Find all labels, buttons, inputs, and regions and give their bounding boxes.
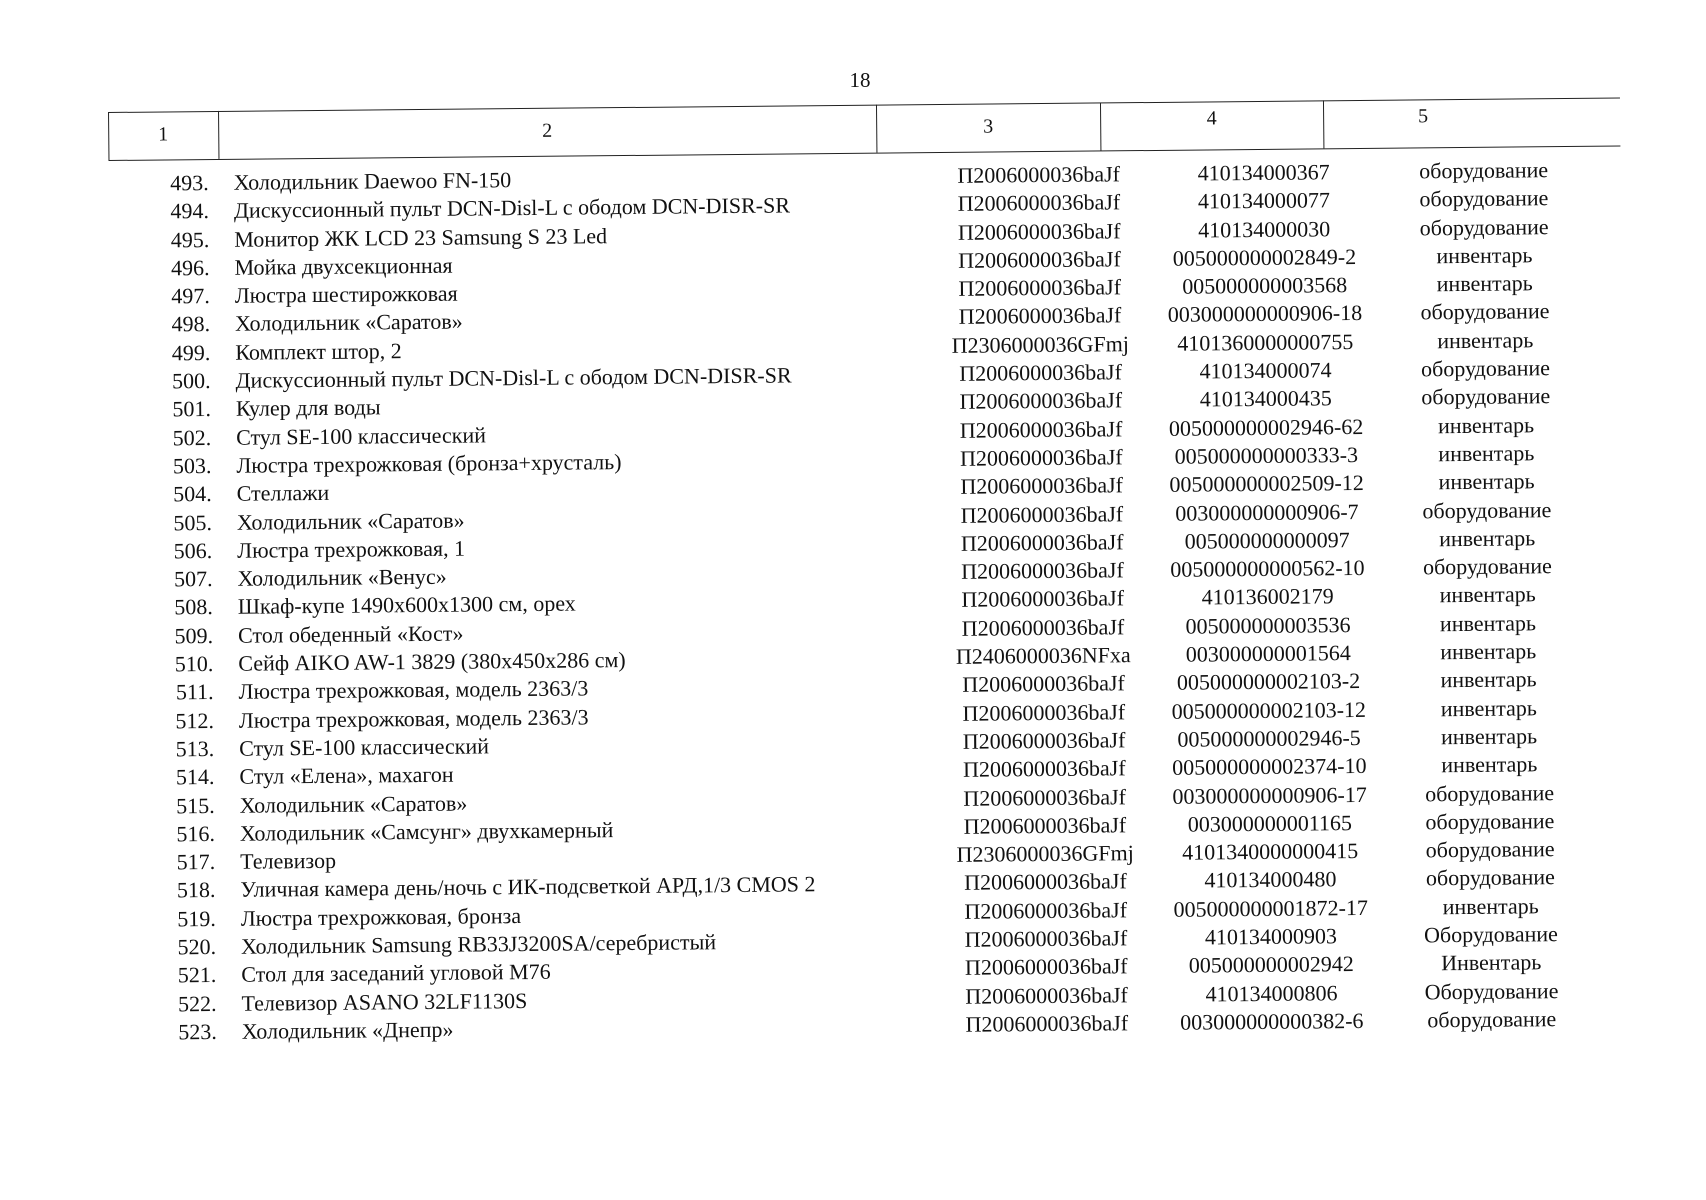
inventory-number: 410134000074 <box>1199 357 1332 384</box>
inventory-number: 003000000000906-17 <box>1172 781 1367 809</box>
inventory-number: 410134000030 <box>1198 215 1331 243</box>
inventory-number: 003000000000382-6 <box>1180 1007 1364 1035</box>
item-type: инвентарь <box>1442 893 1539 919</box>
item-type: Оборудование <box>1423 921 1558 948</box>
inventory-number: 005000000002103-12 <box>1171 696 1367 724</box>
inventory-number: 005000000002849-2 <box>1172 243 1357 271</box>
item-name: Холодильник «Днепр» <box>241 1016 454 1044</box>
inventory-number: 003000000001564 <box>1185 640 1351 667</box>
account-code: П2006000036baJf <box>960 529 1124 556</box>
account-code: П2006000036baJf <box>964 925 1128 952</box>
account-code: П2006000036baJf <box>964 953 1128 981</box>
inventory-number: 410134000435 <box>1199 385 1332 412</box>
item-type: оборудование <box>1425 836 1555 863</box>
item-type: Инвентарь <box>1441 949 1542 976</box>
item-name: Телевизор <box>240 847 337 874</box>
item-name: Люстра трехрожковая, 1 <box>237 535 466 563</box>
page-number: 18 <box>849 68 871 92</box>
account-code: П2406000036NFxa <box>955 642 1131 669</box>
column-header-3: 3 <box>983 115 994 138</box>
row-number: 504. <box>173 481 212 507</box>
account-code: П2006000036baJf <box>957 189 1121 217</box>
item-type: оборудование <box>1419 157 1549 184</box>
item-type: оборудование <box>1421 383 1551 410</box>
item-name: Телевизор ASANO 32LF1130S <box>241 987 528 1016</box>
item-type: оборудование <box>1425 779 1555 806</box>
row-number: 511. <box>175 679 214 705</box>
item-type: оборудование <box>1422 496 1552 523</box>
row-number: 509. <box>174 622 214 649</box>
inventory-number: 410134000903 <box>1204 923 1338 950</box>
inventory-number: 005000000002946-5 <box>1177 724 1361 752</box>
row-number: 515. <box>176 792 215 818</box>
row-number: 521. <box>177 962 217 988</box>
item-name: Холодильник «Самсунг» двухкамерный <box>239 817 614 846</box>
item-type: инвентарь <box>1438 440 1535 467</box>
row-number: 503. <box>172 452 212 479</box>
account-code: П2006000036baJf <box>959 359 1122 386</box>
item-name: Холодильник «Саратов» <box>234 309 463 337</box>
account-code: П2006000036baJf <box>962 698 1126 726</box>
item-name: Холодильник Samsung RB33J3200SA/серебристый <box>240 929 717 959</box>
account-code: П2006000036baJf <box>959 387 1123 415</box>
item-name: Стеллажи <box>236 480 330 507</box>
row-number: 506. <box>173 537 213 564</box>
row-number: 500. <box>171 368 211 394</box>
inventory-number: 005000000000562-10 <box>1170 555 1365 582</box>
account-code: П2006000036baJf <box>963 812 1127 839</box>
item-name: Монитор ЖК LCD 23 Samsung S 23 Led <box>234 222 608 252</box>
item-name: Комплект штор, 2 <box>235 337 402 365</box>
item-name: Кулер для воды <box>235 394 381 422</box>
inventory-number: 005000000000097 <box>1184 526 1350 554</box>
account-code: П2006000036baJf <box>960 500 1124 528</box>
item-type: оборудование <box>1419 213 1549 241</box>
item-type: инвентарь <box>1439 525 1536 552</box>
inventory-number: 005000000002374-10 <box>1172 753 1367 781</box>
row-number: 512. <box>175 707 214 734</box>
account-code: П2006000036baJf <box>958 302 1122 330</box>
item-type: инвентарь <box>1440 666 1537 693</box>
column-header-1: 1 <box>158 123 169 146</box>
item-name: Мойка двухсекционная <box>234 252 453 280</box>
row-number: 520. <box>177 934 217 960</box>
account-code: П2006000036baJf <box>958 246 1121 273</box>
account-code: П2006000036baJf <box>965 1010 1129 1037</box>
item-type: инвентарь <box>1440 723 1538 750</box>
item-type: инвентарь <box>1437 411 1535 438</box>
item-name: Люстра трехрожковая, бронза <box>240 902 522 931</box>
account-code: П2306000036GFmj <box>956 840 1134 868</box>
account-code: П2006000036baJf <box>958 274 1122 302</box>
account-code: П2006000036baJf <box>963 783 1127 811</box>
inventory-number: 003000000001165 <box>1187 809 1353 837</box>
inventory-number: 4101360000000755 <box>1177 328 1354 356</box>
row-number: 516. <box>176 820 216 847</box>
inventory-table <box>108 95 1629 1047</box>
item-type: Оборудование <box>1424 977 1559 1005</box>
table-body <box>109 155 1629 1047</box>
item-type: оборудование <box>1427 1006 1557 1033</box>
item-name: Стол обеденный «Кост» <box>237 620 464 648</box>
item-name: Люстра трехрожковая (бронза+хрусталь) <box>236 449 622 478</box>
item-type: инвентарь <box>1441 751 1538 778</box>
inventory-number: 003000000000906-7 <box>1175 498 1359 526</box>
row-number: 501. <box>172 396 211 422</box>
inventory-number: 005000000002946-62 <box>1168 413 1364 441</box>
account-code: П2006000036baJf <box>961 614 1125 641</box>
item-name: Люстра трехрожковая, модель 2363/3 <box>238 675 589 705</box>
inventory-number: 005000000002509-12 <box>1169 470 1364 498</box>
inventory-number: 410136002179 <box>1201 583 1334 610</box>
account-code: П2006000036baJf <box>962 727 1126 754</box>
row-number: 517. <box>176 849 216 875</box>
row-number: 510. <box>174 651 214 677</box>
item-name: Стул SE-100 классический <box>236 422 487 450</box>
item-name: Стол для заседаний угловой М76 <box>241 959 551 988</box>
row-number: 496. <box>170 254 210 281</box>
item-type: инвентарь <box>1440 638 1537 665</box>
account-code: П2006000036baJf <box>965 981 1128 1009</box>
inventory-number: 005000000003568 <box>1182 272 1348 299</box>
row-number: 513. <box>175 735 215 762</box>
item-name: Люстра шестирожковая <box>234 280 458 308</box>
item-type: оборудование <box>1422 553 1552 580</box>
row-number: 495. <box>170 226 210 252</box>
item-name: Дискуссионный пульт DCN-Disl-L с ободом DCN-DISR-SR <box>235 362 792 393</box>
item-name: Холодильник «Саратов» <box>239 790 468 818</box>
account-code: П2006000036baJf <box>961 585 1125 613</box>
account-code: П2006000036baJf <box>962 670 1125 698</box>
row-number: 507. <box>173 566 213 592</box>
row-number: 508. <box>174 594 213 620</box>
inventory-number: 005000000002103-2 <box>1176 668 1361 696</box>
row-number: 522. <box>177 990 217 1016</box>
item-name: Холодильник «Саратов» <box>236 507 465 535</box>
item-name: Холодильник Daewoo FN-150 <box>233 167 512 195</box>
column-header-5: 5 <box>1418 105 1429 128</box>
account-code: П2006000036baJf <box>959 415 1123 443</box>
item-type: оборудование <box>1420 355 1551 382</box>
row-number: 505. <box>173 509 213 535</box>
account-code: П2006000036baJf <box>957 161 1121 188</box>
item-name: Уличная камера день/ночь с ИК-подсветкой АРД,1/3 CMOS 2 <box>240 871 816 903</box>
item-name: Холодильник «Венус» <box>237 563 447 591</box>
inventory-number: 005000000000333-3 <box>1174 441 1359 469</box>
item-name: Стул SE-100 классический <box>239 733 490 761</box>
item-type: инвентарь <box>1437 327 1534 354</box>
item-type: инвентарь <box>1436 270 1533 297</box>
row-number: 499. <box>171 339 211 366</box>
row-number: 493. <box>170 170 209 196</box>
row-number: 502. <box>172 424 212 451</box>
inventory-number: 4101340000000415 <box>1182 838 1359 865</box>
item-type: инвентарь <box>1439 610 1537 636</box>
item-name: Стул «Елена», махагон <box>239 761 454 790</box>
item-name: Сейф AIKO AW-1 3829 (380х450х286 см) <box>238 647 626 676</box>
table-header <box>108 95 1620 166</box>
item-type: оборудование <box>1420 298 1550 325</box>
row-number: 514. <box>175 764 215 790</box>
account-code: П2006000036baJf <box>964 896 1128 924</box>
account-code: П2006000036baJf <box>961 557 1124 584</box>
item-name: Дискуссионный пульт DCN-Disl-L с ободом DCN-DISR-SR <box>233 192 791 224</box>
inventory-number: 005000000002942 <box>1188 951 1354 978</box>
row-number: 497. <box>171 283 210 309</box>
row-number: 498. <box>171 311 211 337</box>
account-code: П2006000036baJf <box>962 755 1126 783</box>
inventory-number: 410134000077 <box>1197 187 1331 214</box>
row-number: 523. <box>178 1018 217 1045</box>
item-name: Люстра трехрожковая, модель 2363/3 <box>238 704 589 733</box>
row-number: 519. <box>177 905 216 932</box>
item-type: оборудование <box>1425 864 1555 891</box>
column-header-4: 4 <box>1206 107 1217 130</box>
item-type: оборудование <box>1419 185 1549 212</box>
row-number: 494. <box>170 198 210 224</box>
item-type: инвентарь <box>1436 242 1533 269</box>
inventory-number: 005000000003536 <box>1185 611 1351 639</box>
item-type: инвентарь <box>1439 581 1536 608</box>
inventory-number: 410134000367 <box>1197 159 1330 186</box>
account-code: П2306000036GFmj <box>951 330 1130 358</box>
item-type: инвентарь <box>1440 694 1537 721</box>
account-code: П2006000036baJf <box>964 868 1127 896</box>
column-header-2: 2 <box>542 119 553 142</box>
inventory-number: 003000000000906-18 <box>1167 300 1363 328</box>
item-name: Шкаф-купе 1490х600х1300 см, орех <box>237 590 576 620</box>
inventory-number: 410134000480 <box>1204 866 1337 893</box>
item-type: инвентарь <box>1438 468 1535 495</box>
inventory-number: 005000000001872-17 <box>1173 894 1368 922</box>
row-number: 518. <box>176 877 216 903</box>
account-code: П2006000036baJf <box>960 472 1124 500</box>
inventory-number: 410134000806 <box>1205 979 1338 1007</box>
account-code: П2006000036baJf <box>957 217 1121 245</box>
account-code: П2006000036baJf <box>959 444 1123 471</box>
item-type: оборудование <box>1425 807 1555 835</box>
